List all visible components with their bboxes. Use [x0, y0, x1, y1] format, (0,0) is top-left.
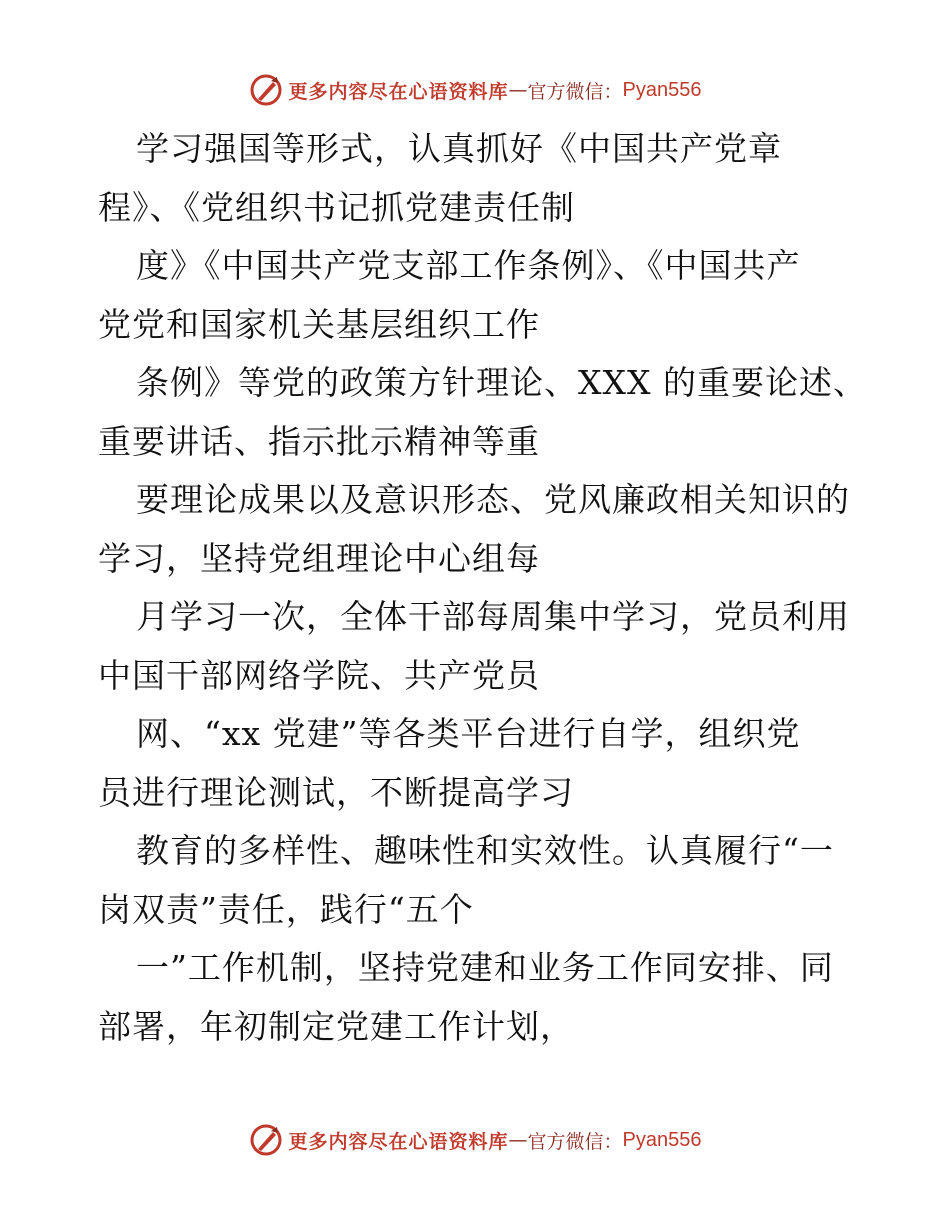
footer-banner [0, 1120, 950, 1160]
header-brand: 更多内容尽在心语资料库 [288, 80, 509, 103]
header-wechat-label: 官方微信： [527, 80, 623, 103]
document-body [98, 120, 867, 1056]
body-line: 条例》等党的政策方针理论、XXX 的重要论述、 [136, 363, 867, 402]
footer-wechat-id: Pyan556 [622, 1128, 702, 1151]
body-line: 部署，年初制定党建工作计划， [98, 1006, 574, 1046]
footer-wechat-label: 官方微信： [527, 1130, 623, 1153]
quill-seal-icon [249, 73, 283, 107]
body-line: 员进行理论测试，不断提高学习 [98, 772, 574, 812]
body-line: 要理论成果以及意识形态、党风廉政相关知识的 [136, 480, 850, 519]
header-wechat-id: Pyan556 [622, 78, 702, 101]
footer-brand: 更多内容尽在心语资料库 [288, 1130, 509, 1153]
body-line: 中国干部网络学院、共产党员 [98, 655, 540, 695]
body-line: 程》、《党组织书记抓党建责任制 [98, 187, 575, 227]
body-line: 教育的多样性、趣味性和实效性。认真履行“一 [136, 831, 834, 870]
body-line: 岗双责”责任，践行“五个 [98, 889, 474, 929]
body-line: 党党和国家机关基层组织工作 [98, 304, 540, 344]
body-line: 月学习一次，全体干部每周集中学习，党员利用 [136, 597, 850, 636]
header-separator: — [508, 79, 528, 101]
body-line: 度》《中国共产党支部工作条例》、《中国共产 [136, 246, 801, 285]
body-line: 网、“xx 党建”等各类平台进行自学，组织党 [136, 714, 801, 753]
header-banner [0, 70, 950, 110]
footer-separator: — [508, 1129, 528, 1151]
body-line: 学习强国等形式，认真抓好《中国共产党章 [136, 129, 782, 168]
body-line: 一”工作机制，坚持党建和业务工作同安排、同 [136, 948, 834, 987]
quill-seal-icon [249, 1123, 283, 1157]
body-line: 学习，坚持党组理论中心组每 [98, 538, 540, 578]
body-line: 重要讲话、指示批示精神等重 [98, 421, 540, 461]
